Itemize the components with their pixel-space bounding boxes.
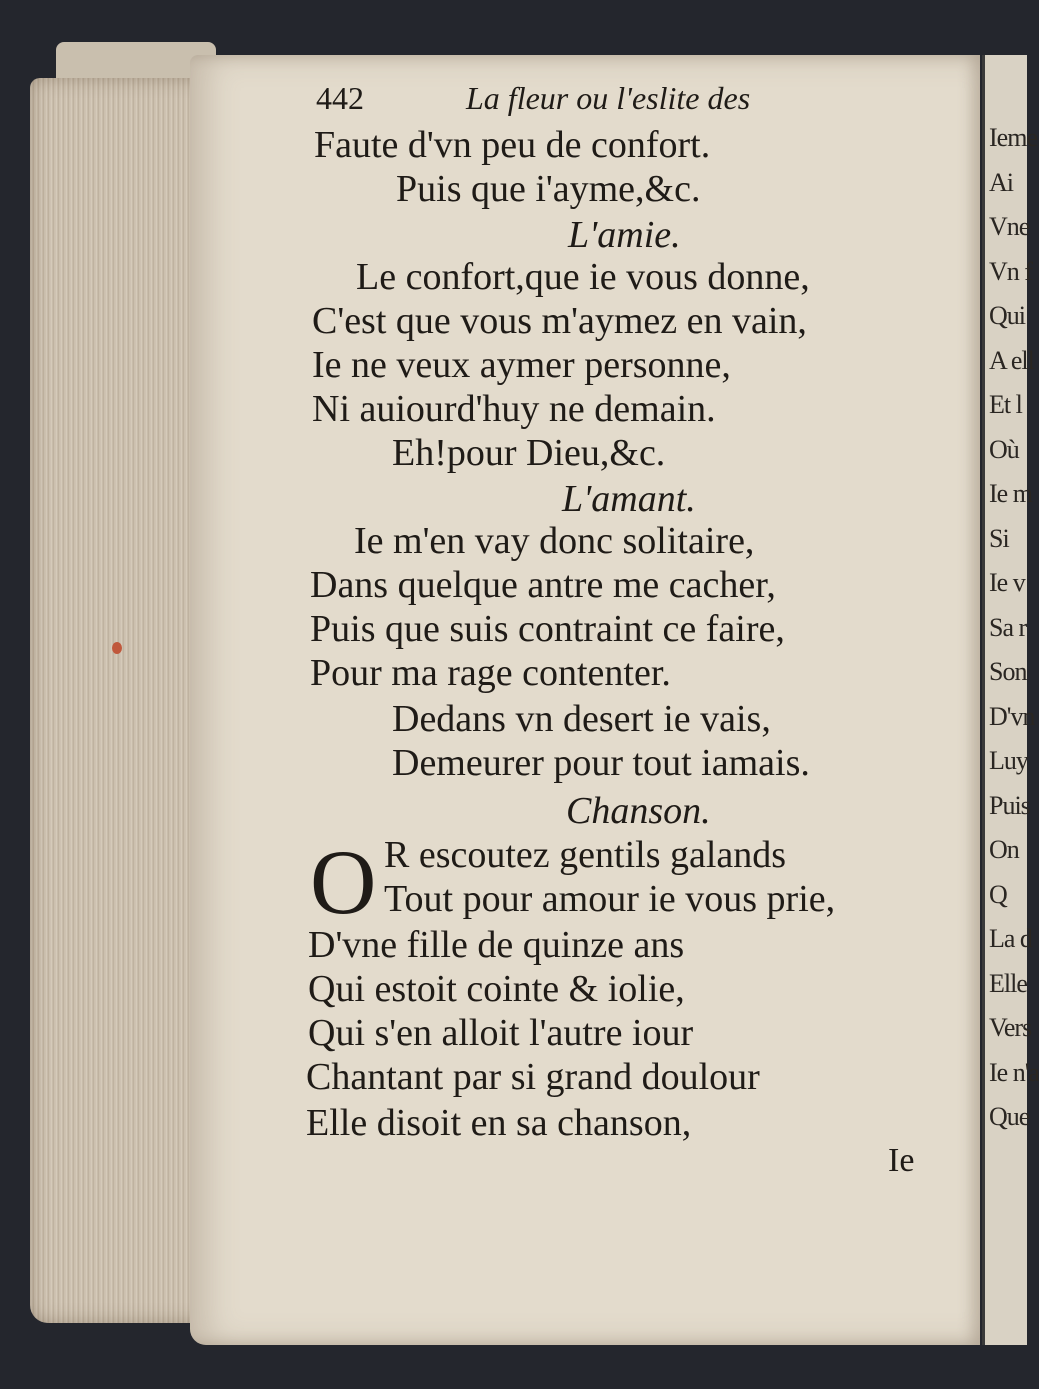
facing-page-fragment: Puis — [989, 790, 1030, 820]
facing-page-fragment: Vn f — [989, 256, 1032, 286]
refrain-line: Eh!pour Dieu,&c. — [392, 432, 666, 474]
verse-line: Demeurer pour tout iamais. — [392, 742, 810, 784]
speaker-label: L'amie. — [568, 214, 681, 256]
facing-page-fragment: Vers — [989, 1013, 1032, 1042]
song-line: Elle disoit en sa chanson, — [306, 1102, 692, 1144]
facing-page-fragment: Où — [989, 434, 1019, 464]
verse-line: Dedans vn desert ie vais, — [392, 698, 771, 740]
refrain-line: Puis que i'ayme,&c. — [396, 168, 701, 210]
catchword: Ie — [888, 1142, 915, 1179]
facing-page-fragment: Son — [989, 657, 1027, 686]
song-line: Chantant par si grand doulour — [306, 1056, 760, 1098]
verse-line: Faute d'vn peu de confort. — [314, 124, 711, 166]
page-number: 442 — [316, 80, 364, 116]
facing-page-fragment: Que — [989, 1102, 1030, 1131]
drop-cap: O — [310, 831, 377, 933]
verse-line: Puis que suis contraint ce faire, — [310, 608, 785, 650]
facing-page-fragment: Sa r — [989, 612, 1027, 642]
facing-page-fragment: On — [989, 835, 1019, 864]
running-title: La fleur ou l'eslite des — [466, 80, 751, 116]
facing-page-fragment: Ie n'a — [989, 1057, 1039, 1087]
speaker-label: L'amant. — [562, 478, 696, 520]
facing-page-fragment: Si — [989, 523, 1009, 553]
verse-line: Ie m'en vay donc solitaire, — [354, 520, 755, 562]
page-edges — [30, 78, 215, 1323]
facing-page-fragment: Qui — [989, 301, 1025, 330]
song-line: D'vne fille de quinze ans — [308, 924, 685, 966]
facing-page-fragment: Ai — [989, 167, 1013, 197]
facing-page-fragment: La d — [989, 924, 1032, 953]
facing-page-fragment: D'vn — [989, 701, 1035, 731]
red-stain — [112, 642, 122, 654]
facing-page-fragment: Q — [989, 879, 1007, 909]
facing-page-fragment: Luy — [989, 746, 1028, 775]
verse-line: C'est que vous m'aymez en vain, — [312, 300, 807, 342]
song-line: Qui s'en alloit l'autre iour — [308, 1012, 694, 1054]
facing-page-fragment: Ieme — [989, 123, 1037, 152]
verse-line: Dans quelque antre me cacher, — [310, 564, 776, 606]
song-line: Tout pour amour ie vous prie, — [384, 878, 836, 920]
facing-page-edge — [982, 55, 1039, 1345]
verse-line: Le confort,que ie vous donne, — [356, 256, 810, 298]
verse-line: Pour ma rage contenter. — [310, 652, 671, 694]
song-title: Chanson. — [566, 790, 711, 832]
facing-page-fragment: Et l — [989, 390, 1022, 419]
verse-line: Ni auiourd'huy ne demain. — [312, 388, 716, 430]
facing-page-fragment: Vne — [989, 212, 1030, 241]
facing-page-fragment: Ie m — [989, 479, 1032, 508]
song-line: Qui estoit cointe & iolie, — [308, 968, 685, 1010]
facing-page-fragment: Elle — [989, 968, 1027, 998]
facing-page-fragment: A ell — [989, 345, 1034, 375]
song-line: R escoutez gentils galands — [384, 834, 787, 876]
verse-line: Ie ne veux aymer personne, — [312, 344, 731, 386]
facing-page-fragment: Ie v — [989, 568, 1025, 597]
